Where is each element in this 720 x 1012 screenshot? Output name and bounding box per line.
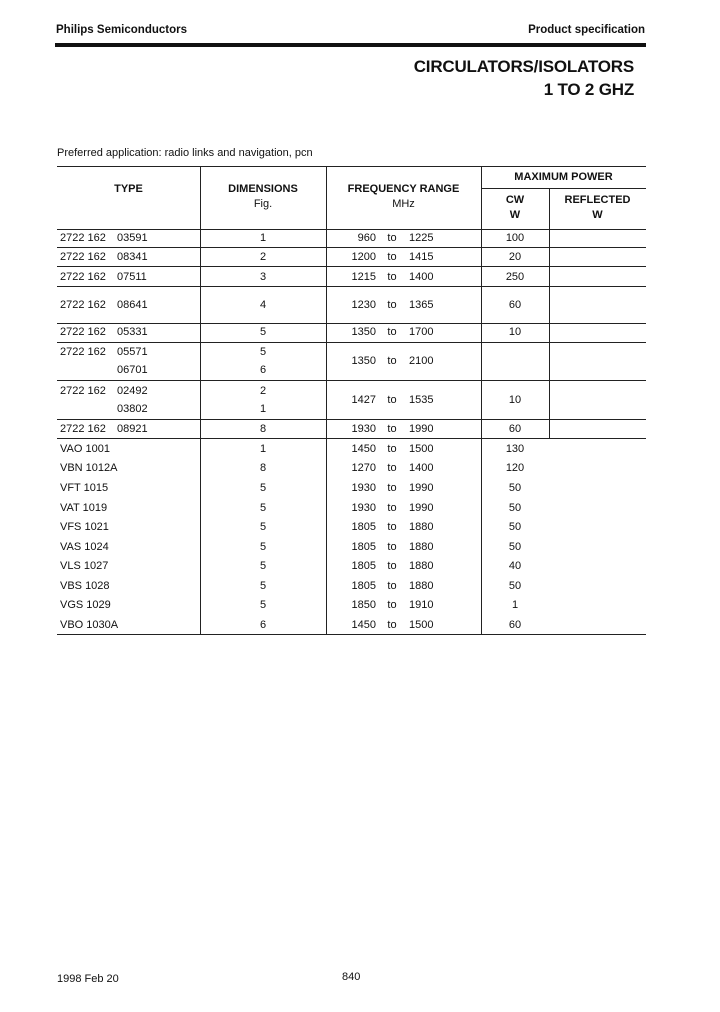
freq-to-word: to — [387, 541, 397, 553]
header-cw-unit: W — [509, 209, 521, 221]
power-cw: 20 — [508, 251, 522, 263]
freq-from: 1350 — [351, 355, 376, 367]
freq-from: 1200 — [351, 251, 376, 263]
page-title: CIRCULATORS/ISOLATORS — [413, 57, 634, 76]
type-code-prefix: 2722 162 — [60, 326, 106, 338]
freq-to: 1415 — [409, 251, 434, 263]
power-cw: 100 — [505, 232, 525, 244]
freq-from: 1930 — [351, 502, 376, 514]
header-cw: CW — [505, 194, 525, 206]
dimension-fig: 8 — [259, 423, 267, 435]
type-code-prefix: 2722 162 — [60, 251, 106, 263]
power-cw: 50 — [508, 482, 522, 494]
dimension-fig: 5 — [259, 599, 267, 611]
dimension-fig: 5 — [259, 482, 267, 494]
type-code-suffix: 08921 — [117, 423, 148, 435]
type-code-prefix: 2722 162 — [60, 299, 106, 311]
power-cw: 50 — [508, 521, 522, 533]
freq-from: 1270 — [351, 462, 376, 474]
dimension-fig: 5 — [259, 502, 267, 514]
freq-to: 1700 — [409, 326, 434, 338]
freq-to-word: to — [387, 355, 397, 367]
freq-to-word: to — [387, 462, 397, 474]
row-rule — [57, 266, 646, 267]
type-code: VBS 1028 — [60, 580, 110, 592]
row-rule — [57, 342, 646, 343]
header-dimensions: DIMENSIONS — [228, 183, 298, 195]
row-rule — [57, 323, 646, 324]
type-code: VGS 1029 — [60, 599, 111, 611]
type-code-suffix: 07511 — [117, 271, 147, 283]
type-code-suffix: 08341 — [117, 251, 148, 263]
freq-to-word: to — [387, 394, 397, 406]
freq-to: 1365 — [409, 299, 434, 311]
freq-to-word: to — [387, 271, 397, 283]
freq-to: 1880 — [409, 580, 434, 592]
type-code: VAT 1019 — [60, 502, 108, 514]
dimension-fig: 5 — [259, 541, 267, 553]
freq-from: 1450 — [351, 443, 376, 455]
freq-to-word: to — [387, 423, 397, 435]
freq-to: 1990 — [409, 482, 434, 494]
type-code-prefix: 2722 162 — [60, 346, 106, 358]
power-cw: 60 — [508, 423, 522, 435]
type-code-suffix: 05331 — [117, 326, 148, 338]
power-cw: 60 — [508, 299, 522, 311]
freq-from: 1930 — [351, 482, 376, 494]
power-cw: 250 — [505, 271, 525, 283]
header-dimensions-fig: Fig. — [253, 198, 273, 210]
table-top-rule — [57, 166, 646, 167]
dimension-fig: 2 — [259, 251, 267, 263]
type-code-prefix: 2722 162 — [60, 385, 106, 397]
freq-from: 1230 — [351, 299, 376, 311]
header-frequency-unit: MHz — [392, 198, 415, 210]
freq-to-word: to — [387, 232, 397, 244]
table-header-rule — [57, 229, 646, 230]
freq-to: 1535 — [409, 394, 434, 406]
freq-to: 1990 — [409, 502, 434, 514]
company-name: Philips Semiconductors — [56, 24, 187, 36]
freq-to-word: to — [387, 502, 397, 514]
freq-to-word: to — [387, 599, 397, 611]
freq-from: 960 — [357, 232, 376, 244]
footer-date: 1998 Feb 20 — [57, 973, 119, 985]
type-code-suffix: 05571 — [117, 346, 148, 358]
power-cw: 130 — [505, 443, 525, 455]
type-code: VBN 1012A — [60, 462, 118, 474]
page-number: 840 — [342, 971, 361, 983]
power-cw: 60 — [508, 619, 522, 631]
freq-from: 1805 — [351, 580, 376, 592]
type-code-suffix: 06701 — [117, 364, 148, 376]
freq-to: 1500 — [409, 619, 434, 631]
row-rule — [57, 286, 646, 287]
dimension-fig: 4 — [259, 299, 267, 311]
freq-to-word: to — [387, 326, 397, 338]
freq-to: 1880 — [409, 521, 434, 533]
type-code: VLS 1027 — [60, 560, 109, 572]
power-cw: 50 — [508, 580, 522, 592]
column-divider — [549, 229, 550, 438]
freq-from: 1805 — [351, 521, 376, 533]
table-bottom-rule — [57, 634, 646, 635]
dimension-fig: 5 — [259, 346, 267, 358]
dimension-fig: 1 — [259, 443, 267, 455]
type-code: VAO 1001 — [60, 443, 110, 455]
dimension-fig: 5 — [259, 521, 267, 533]
freq-to-word: to — [387, 580, 397, 592]
type-code-prefix: 2722 162 — [60, 232, 106, 244]
power-cw: 120 — [505, 462, 525, 474]
dimension-fig: 6 — [259, 364, 267, 376]
dimension-fig: 1 — [259, 403, 267, 415]
dimension-fig: 5 — [259, 580, 267, 592]
header-reflected: REFLECTED — [564, 194, 631, 206]
row-rule — [57, 380, 646, 381]
freq-to: 1400 — [409, 462, 434, 474]
freq-to: 1500 — [409, 443, 434, 455]
dimension-fig: 1 — [259, 232, 267, 244]
dimension-fig: 5 — [259, 326, 267, 338]
row-rule — [57, 247, 646, 248]
type-code: VBO 1030A — [60, 619, 119, 631]
type-code: VFS 1021 — [60, 521, 109, 533]
freq-to: 1400 — [409, 271, 434, 283]
type-code-suffix: 03802 — [117, 403, 148, 415]
power-cw: 10 — [508, 394, 522, 406]
freq-to: 1880 — [409, 560, 434, 572]
freq-to-word: to — [387, 521, 397, 533]
dimension-fig: 5 — [259, 560, 267, 572]
type-code-suffix: 03591 — [117, 232, 148, 244]
power-subheader-rule — [481, 188, 646, 189]
row-rule — [57, 438, 646, 439]
freq-to: 1225 — [409, 232, 434, 244]
type-code: VFT 1015 — [60, 482, 109, 494]
header-rule — [55, 43, 646, 47]
freq-to-word: to — [387, 443, 397, 455]
type-code-suffix: 02492 — [117, 385, 148, 397]
header-type: TYPE — [114, 183, 143, 195]
power-cw: 50 — [508, 502, 522, 514]
freq-to-word: to — [387, 299, 397, 311]
freq-to-word: to — [387, 619, 397, 631]
freq-from: 1450 — [351, 619, 376, 631]
application-note: Preferred application: radio links and navigation, pcn — [57, 147, 313, 159]
freq-to-word: to — [387, 251, 397, 263]
power-cw: 10 — [508, 326, 522, 338]
freq-to-word: to — [387, 482, 397, 494]
document-type: Product specification — [528, 24, 645, 36]
freq-from: 1930 — [351, 423, 376, 435]
column-divider — [326, 229, 327, 634]
header-max-power: MAXIMUM POWER — [514, 171, 613, 183]
header-frequency: FREQUENCY RANGE — [347, 183, 460, 195]
freq-from: 1215 — [351, 271, 376, 283]
type-code: VAS 1024 — [60, 541, 109, 553]
freq-to: 2100 — [409, 355, 434, 367]
freq-to: 1910 — [409, 599, 434, 611]
type-code-suffix: 08641 — [117, 299, 148, 311]
freq-from: 1805 — [351, 541, 376, 553]
freq-to: 1990 — [409, 423, 434, 435]
power-cw: 50 — [508, 541, 522, 553]
power-cw: 40 — [508, 560, 522, 572]
dimension-fig: 6 — [259, 619, 267, 631]
dimension-fig: 2 — [259, 385, 267, 397]
page-subtitle: 1 TO 2 GHZ — [543, 80, 634, 99]
row-rule — [57, 419, 646, 420]
freq-from: 1805 — [351, 560, 376, 572]
dimension-fig: 3 — [259, 271, 267, 283]
header-reflected-unit: W — [592, 209, 603, 221]
freq-to: 1880 — [409, 541, 434, 553]
type-code-prefix: 2722 162 — [60, 271, 106, 283]
power-cw: 1 — [511, 599, 519, 611]
type-code-prefix: 2722 162 — [60, 423, 106, 435]
freq-to-word: to — [387, 560, 397, 572]
freq-from: 1427 — [351, 394, 376, 406]
freq-from: 1850 — [351, 599, 376, 611]
freq-from: 1350 — [351, 326, 376, 338]
dimension-fig: 8 — [259, 462, 267, 474]
